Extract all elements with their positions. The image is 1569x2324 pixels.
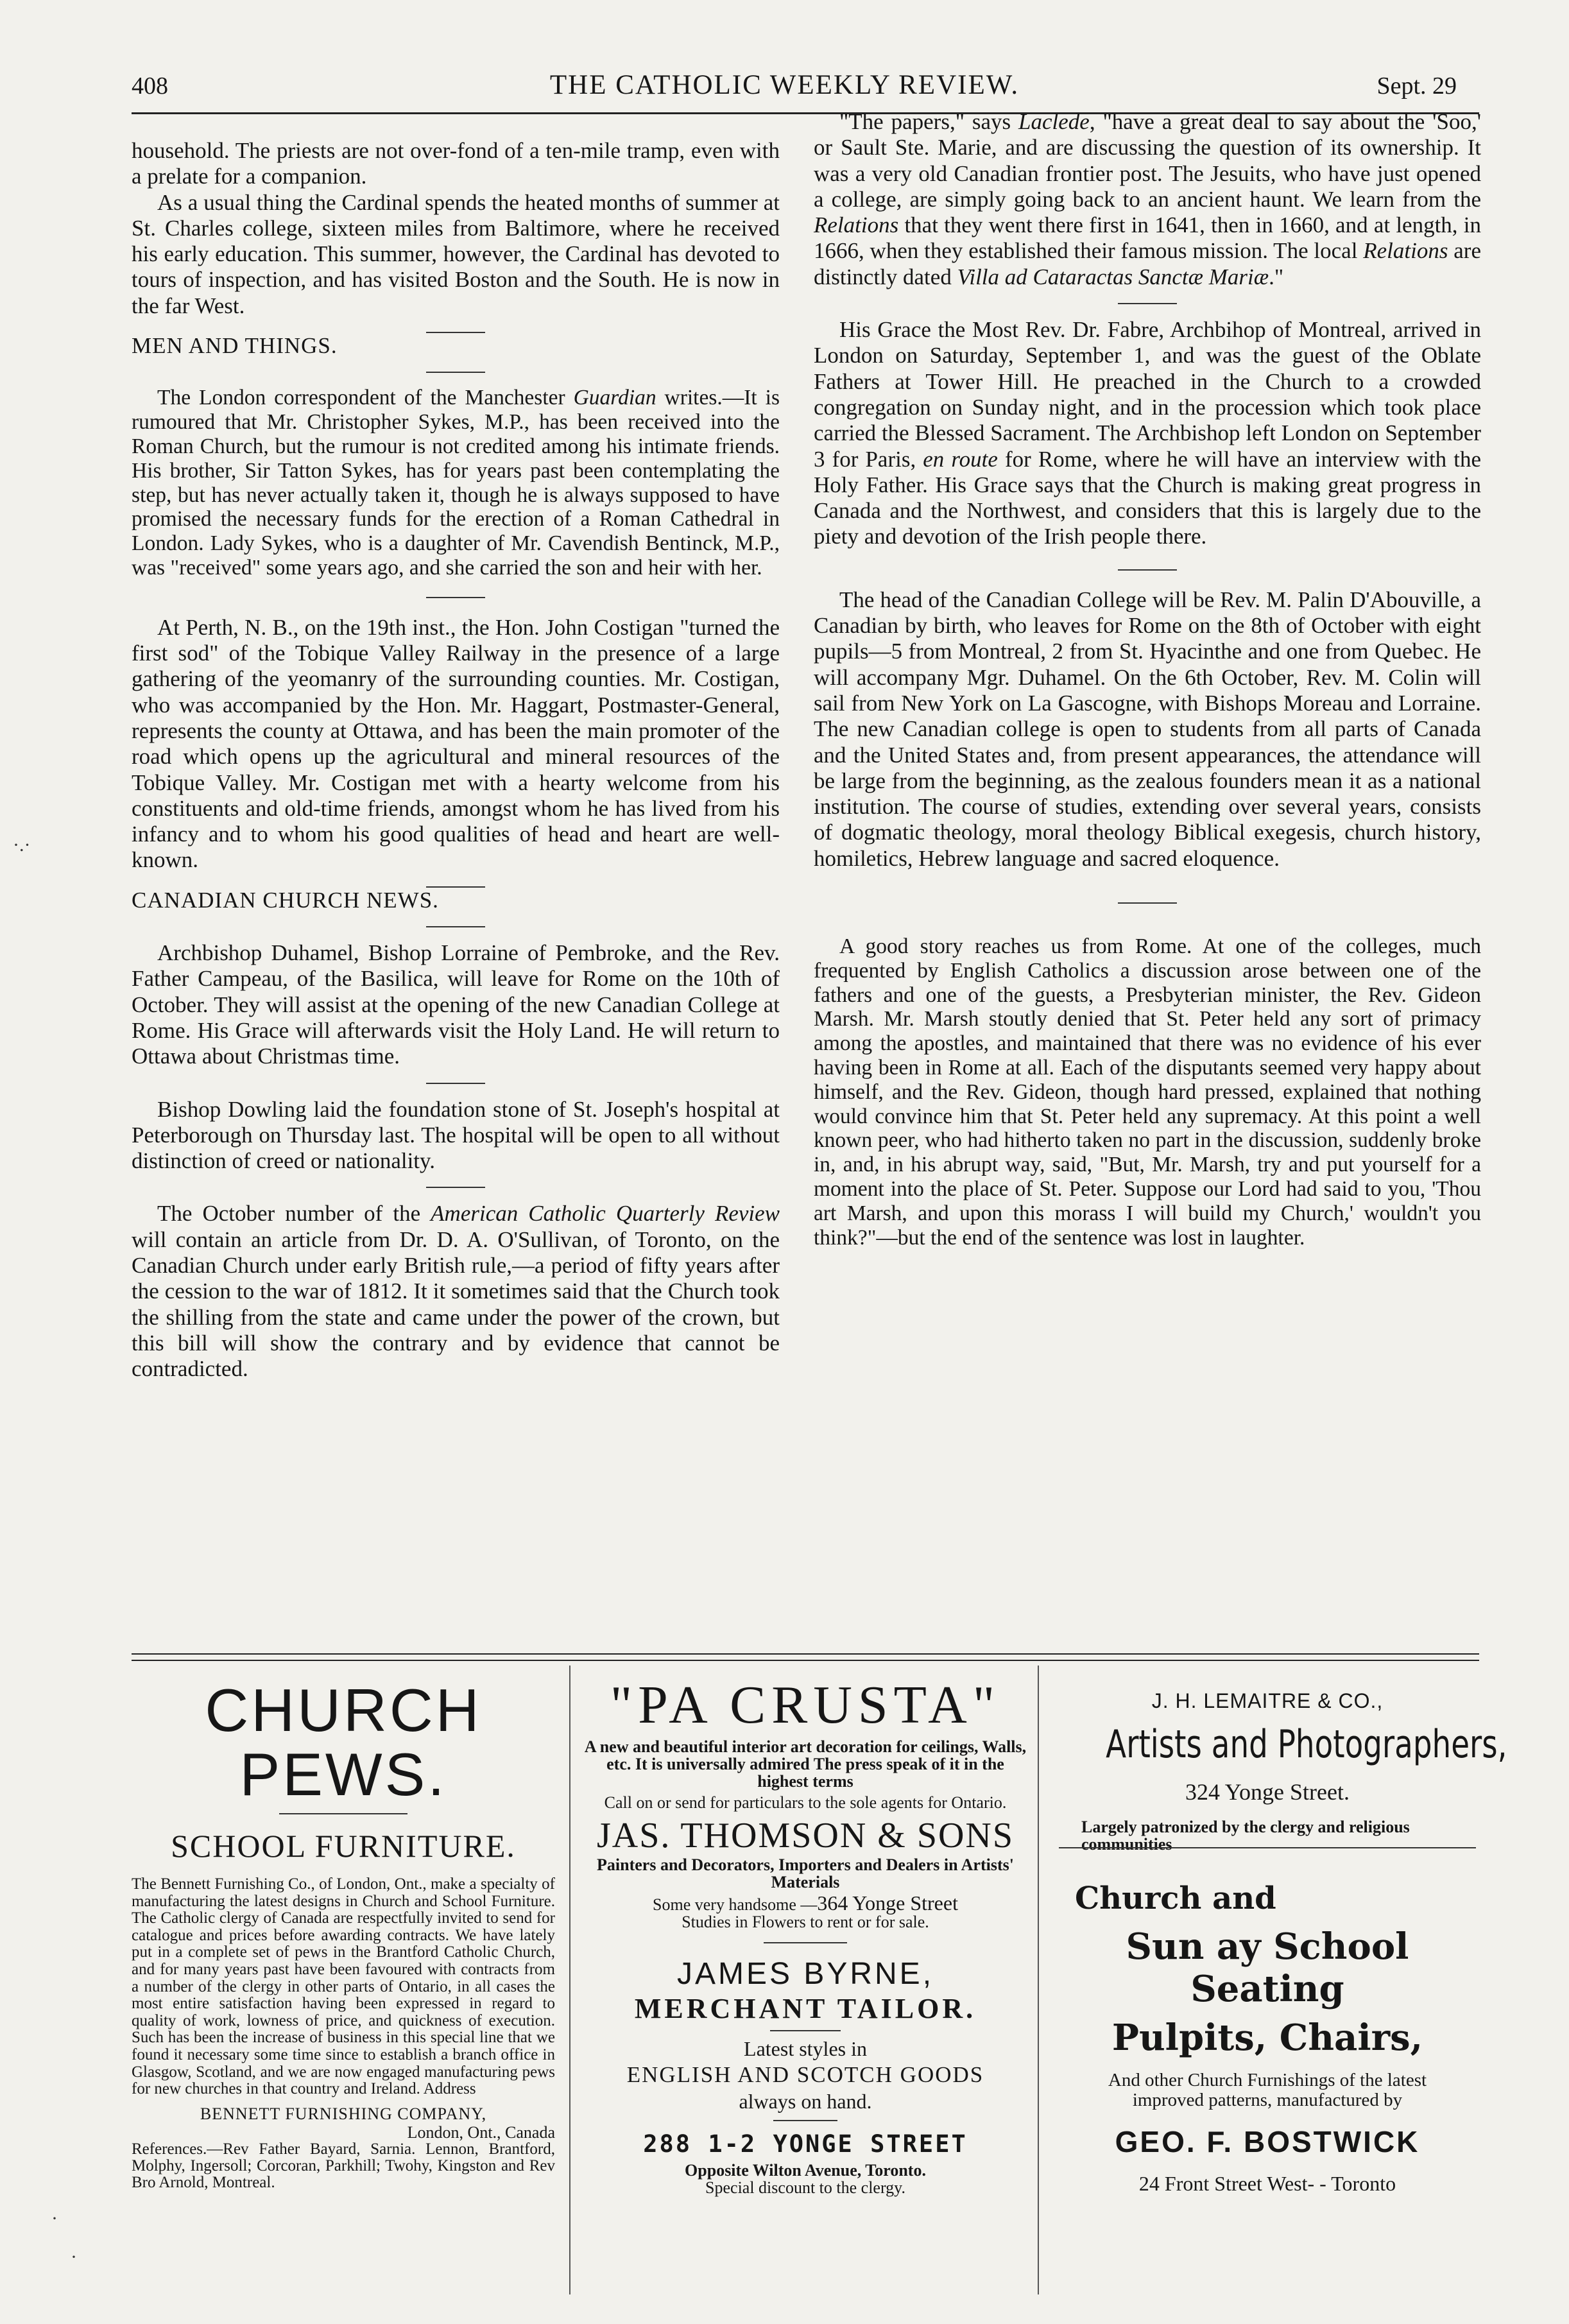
byrne-discount: Special discount to the clergy. [705,2178,905,2197]
guardian-newspaper: Guardian [573,386,656,410]
school-furniture-subtitle: SCHOOL FURNITURE. [171,1828,516,1864]
lemaitre-company-name: J. H. LEMAITRE & CO., [1151,1689,1384,1712]
bostwick-address: 24 Front Street West- - Toronto [1138,2172,1396,2195]
men-and-things-heading: MEN AND THINGS. [132,333,338,359]
ads-top-rule [132,1653,1479,1655]
english-scotch-goods: ENGLISH AND SCOTCH GOODS [626,2062,984,2087]
duhamel-paragraph: Archbishop Duhamel, Bishop Lorraine of Pembroke, and the Rev. Father Campeau, of the Basilica, will leave for Rome on the 10th of October. They will assist at the opening of the new Canadian College at Rome. His Grace will afterwards visit the Holy Land. He will return to Ottawa about Christmas time. [132,940,780,1069]
sunday-school-seating: Sun ay School Seating [1126,1925,1409,2010]
lemaitre-bottom-rule [1059,1847,1476,1848]
quarterly-review-title: American Catholic Quarterly Review [431,1201,780,1227]
pulpits-chairs: Pulpits, Chairs, [1111,2017,1423,2059]
sault-ste-marie-paragraph: "The papers," says Laclede, "have a great deal to say about the 'Soo,' or Sault Ste. Marie, and are discussing the question of its ownership. It was a very old Canadian frontier post. The Jesuits, who have just opened a college, are simply going back to an ancient haunt. We learn from the Relations that they went there first in 1641, then in 1660, and at length, in 1666, when they established their famous mission. The local Relations are distinctly dated Villa ad Cataractas Sanctæ Mariæ." [814,109,1482,289]
artists-photographers-title: Artists and Photographers, [1106,1722,1507,1767]
byrne-address: 288 1-2 YONGE STREET [643,2130,968,2158]
church-pews-title: CHURCH PEWS. [205,1676,482,1808]
ads-top-rule-2 [132,1660,1479,1661]
bostwick-name: GEO. F. BOSTWICK [1115,2125,1420,2158]
bennett-city: London, Ont., Canada [407,2122,555,2142]
print-speck: · [51,2208,58,2229]
lemaitre-ad [1049,1689,1507,1854]
good-story-paragraph: A good story reaches us from Rome. At one of the colleges, much frequented by English Catholics a discussion arose between one of the fathers and one of the guests, a Presbyterian minister, the Rev. Gideon Marsh. Mr. Marsh stoutly denied that St. Peter held any sort of primacy among the apostles, and maintained that there was no evidence of his ever having been in Rome at all. Each of the disputants seemed very happy about himself, and the Rev. Gideon, though hard pressed, explained that nothing would convince him that St. Peter held any supremacy. At this point a well known peer, who had hitherto taken no part in the discussion, suddenly broke in, and, in his abrupt way, said, "But, Mr. Marsh, try and put yourself for a moment into the place of St. Peter. Suppose our Lord had said to you, 'Thou art Marsh, and upon this morass I will build my Church,' wouldn't you think?"—but the end of the sentence was lost in laughter. [814,934,1481,1250]
issue-date: Sept. 29 [1376,73,1457,99]
bostwick-ad [1049,1881,1486,2196]
october-review-paragraph: The October number of the American Catholic Quarterly Review will contain an article from Dr. D. A. O'Sullivan, of Toronto, on the Canadian Church under early British rule,—a period of fifty years after the cession to the war of 1812. It it sometimes said that the Church took the shilling from the state and came under the power of the crown, but this bill will show the contrary and by evidence that cannot be contradicted. [132,1201,780,1382]
pa-crusta-ad [581,1675,1030,2196]
church-pews-ad [132,1678,555,2191]
cardinal-paragraph: As a usual thing the Cardinal spends the heated months of summer at St. Charles college, sixteen miles from Baltimore, where he received his early education. This summer, however, the Cardinal has devoted to tours of inspection, and has visited Boston and the South. He is now in the far West. [132,189,780,318]
jas-thomson-trade: Painters and Decorators, Importers and Dealers in Artists' Materials [597,1855,1014,1891]
pa-crusta-agents: Call on or send for particulars to the sole agents for Ontario. [604,1793,1007,1812]
bostwick-description: And other Church Furnishings of the latest improved patterns, manufactured by [1108,2070,1427,2110]
james-byrne-name: JAMES BYRNE, [676,1957,934,1991]
jas-thomson-name: JAS. THOMSON & SONS [596,1816,1014,1855]
canadian-college-paragraph: The head of the Canadian College will be Rev. M. Palin D'Abouville, a Canadian by birth, who leaves for Rome on the 8th of October with eight pupils—5 from Montreal, 2 from St. Hyacinthe and one from Quebec. He will accompany Mgr. Duhamel. On the 6th October, Rev. M. Colin will sail from New York on La Gascogne, with Bishops Moreau and Lorraine. The new Canadian college is open to students from all parts of Canada and the United States and, from present appearances, the attendance will be large from the beginning, as the zealous founders mean it as a national institution. The course of studies, extending over several years, consists of dogmatic theology, moral theology Biblical exegesis, church history, homiletics, Hebrew language and sacred eloquence. [814,587,1481,871]
sykes-paragraph: The London correspondent of the Manchester Guardian writes.—It is rumoured that Mr. Christopher Sykes, M.P., has been received into the Roman Church, but the rumour is not credited among his intimate friends. His brother, Sir Tatton Sykes, has for years past been contemplating the step, but has never actually taken it, though he is always supposed to have promised the necessary funds for the erection of a Roman Cathedral in London. Lady Sykes, who is a daughter of Mr. Cavendish Bentinck, M.P., was "received" some years ago, and she carried the son and heir with her. [132,386,780,580]
bennett-references: References.—Rev Father Bayard, Sarnia. Lennon, Brantford, Molphy, Ingersoll; Corcoran, Parkhill; Twohy, Kingston and Rev Bro Arnold, Montreal. [132,2140,555,2191]
household-paragraph: household. The priests are not over-fond of a ten-mile tramp, even with a prelate for a companion. [132,138,780,189]
fabre-paragraph: His Grace the Most Rev. Dr. Fabre, Archbihop of Montreal, arrived in London on Saturday, September 1, and was the guest of the Oblate Fathers at Tower Hill. He preached in the Church to a crowded congregation on Sunday night, and in the procession which took place carried the Blessed Sacrament. The Archbishop left London on September 3 for Paris, en route for Rome, where he will have an interview with the Holy Father. His Grace says that the Church is making great progress in Canada and the Northwest, and considers that this is largely due to the piety and devotion of the Irish people there. [814,317,1481,549]
page-number: 408 [132,73,168,99]
left-column [132,138,780,1382]
laclede-source: Laclede [1018,109,1090,134]
pews-ad-body: The Bennett Furnishing Co., of London, Ont., make a specialty of manufacturing the latest designs in Church and School Furniture. The Catholic clergy of Canada are respectfully invited to send for catalogue and prices before awarding contracts. We have lately put in a complete set of pews in the Brantford Catholic Church, and for many years past have been favoured with contracts from a number of the clergy in other parts of Ontario, in all cases the most entire satisfaction having been expressed in regard to quality of work, lowness of price, and quickness of execution. Such has been the increase of business in this special line that we found it necessary some time since to establish a branch office in Glasgow, Scotland, and we are now engaged manufacturing pews for new churches in that country and Ireland. Address [132,1875,555,2098]
latest-styles: Latest styles in [744,2037,867,2060]
handsome-studies: Some very handsome —364 Yonge Street [653,1891,958,1915]
pa-crusta-description: A new and beautiful interior art decoration for ceilings, Walls, etc. It is universally admired The press speak of it in the highest terms [584,1737,1027,1791]
studies-rent: Studies in Flowers to rent or for sale. [682,1913,929,1931]
perth-paragraph: At Perth, N. B., on the 19th inst., the Hon. John Costigan "turned the first sod" of the Tobique Valley Railway in the presence of a large gathering of the yeomanry of the surrounding counties. Mr. Costigan, who was accompanied by the Hon. Mr. Haggart, Postmaster-General, represents the county at Ottawa, and has been the main promoter of the road which opens up the agricultural and mineral resources of the Tobique Valley. Mr. Costigan met with a hearty welcome from his constituents and old-time friends, amongst whom he has lived from his infancy and to whom his good qualities of head and heart are well-known. [132,614,780,873]
merchant-tailor: MERCHANT TAILOR. [634,1993,977,2024]
bennett-company-name: BENNETT FURNISHING COMPANY, [200,2104,487,2123]
dowling-paragraph: Bishop Dowling laid the foundation stone of St. Joseph's hospital at Peterborough on Thursday last. The hospital will be open to all without distinction of creed or nationality. [132,1096,780,1174]
print-speck: ·.· [13,834,31,856]
print-speck: · [71,2246,77,2268]
ads-divider [569,1666,570,2294]
masthead-title: THE CATHOLIC WEEKLY REVIEW. [549,70,1020,100]
canadian-church-news-heading: CANADIAN CHURCH NEWS. [132,887,439,913]
lemaitre-patronage: Largely patronized by the clergy and religious communities [1081,1818,1410,1854]
byrne-opposite: Opposite Wilton Avenue, Toronto. [685,2161,926,2180]
pa-crusta-title: "PA CRUSTA" [610,1675,1001,1735]
ads-divider [1038,1666,1039,2294]
latin-dateline: Villa ad Cataractas Sanctæ Mariæ [957,264,1269,289]
always-on-hand: always on hand. [739,2090,872,2113]
lemaitre-address: 324 Yonge Street. [1185,1779,1350,1805]
right-column [814,109,1481,1250]
church-and-heading: Church and [1075,1881,1276,1916]
